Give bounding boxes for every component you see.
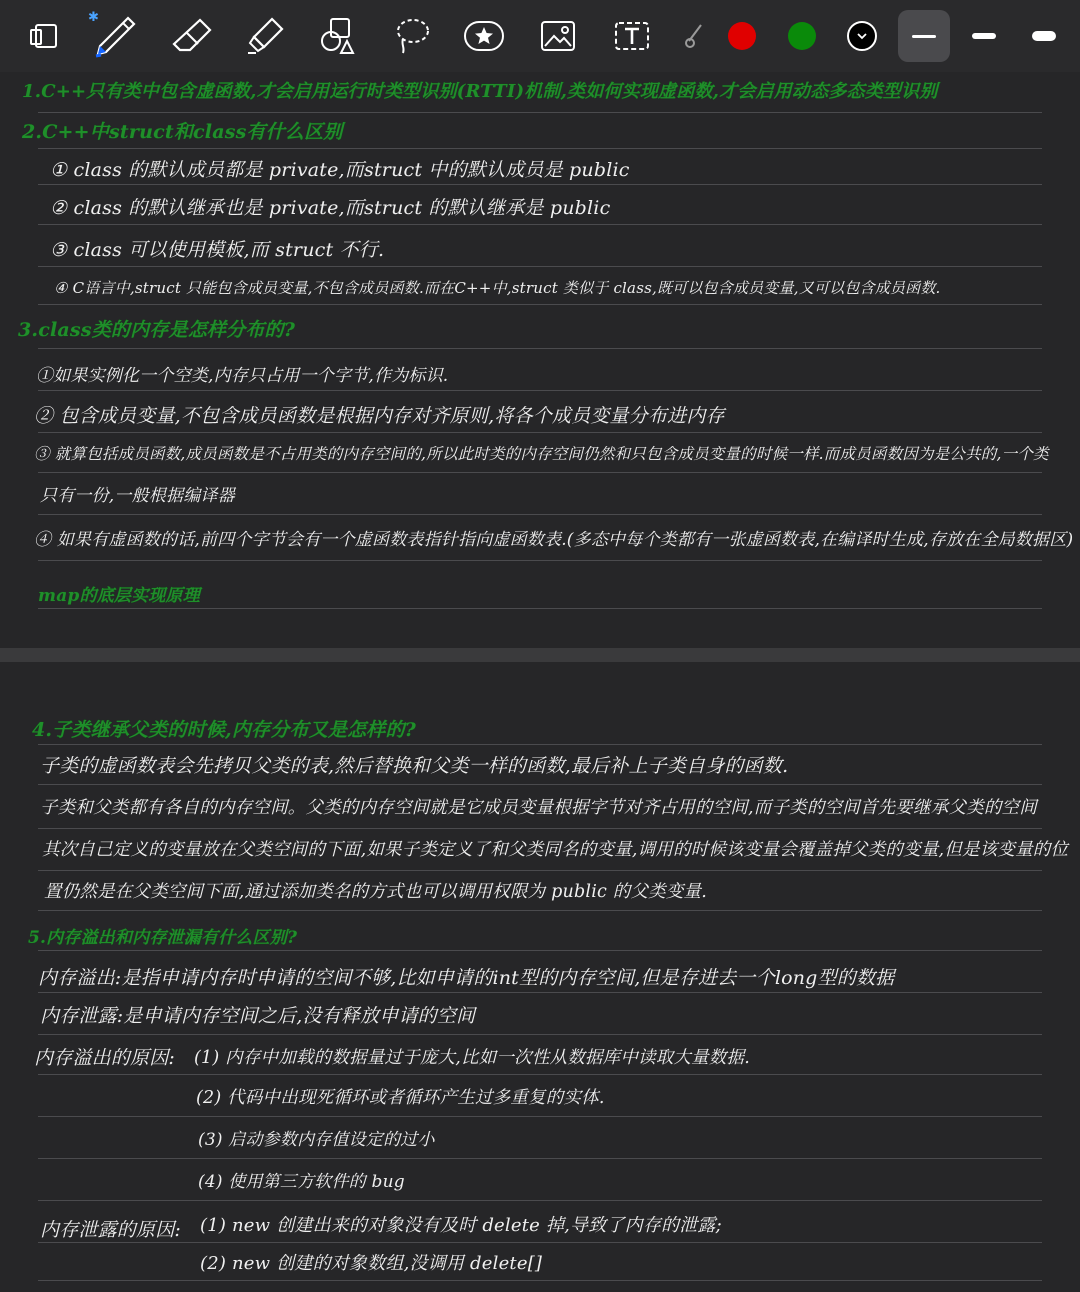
page-separator	[0, 648, 1080, 662]
ruled-line	[38, 1074, 1042, 1075]
ruled-line	[38, 1116, 1042, 1117]
ruled-line	[38, 910, 1042, 911]
ruled-line	[38, 514, 1042, 515]
eraser-icon	[170, 16, 214, 56]
question-1-heading: 1.C++只有类中包含虚函数,才会启用运行时类型识别(RTTI)机制,类如何实现虚函数,才会启用动态多态类型识别	[22, 81, 938, 102]
ruled-line	[38, 390, 1042, 391]
ruled-line	[38, 304, 1042, 305]
note-toolbar	[0, 0, 1080, 72]
stroke-thick-button[interactable]	[1018, 10, 1070, 62]
ruled-line	[38, 870, 1042, 871]
sticker-tool[interactable]	[458, 10, 510, 62]
q3-answer-line: ② 包含成员变量,不包含成员函数是根据内存对齐原则,将各个成员变量分布进内存	[34, 405, 725, 427]
ruled-line	[38, 1280, 1042, 1281]
sticker-icon	[462, 18, 506, 54]
color-swatch-red[interactable]	[716, 10, 768, 62]
shapes-tool[interactable]	[312, 10, 364, 62]
lasso-tool[interactable]	[386, 10, 438, 62]
overflow-cause-item: (3) 启动参数内存值设定的过小	[198, 1130, 435, 1150]
ruled-line	[38, 992, 1042, 993]
black-color-icon	[847, 21, 877, 51]
overflow-cause-item: (1) 内存中加载的数据量过于庞大,比如一次性从数据库中读取大量数据.	[194, 1048, 750, 1068]
image-tool[interactable]	[532, 10, 584, 62]
eraser-tool[interactable]	[166, 10, 218, 62]
ruled-line	[38, 1034, 1042, 1035]
ruled-line	[38, 1200, 1042, 1201]
color-swatch-black[interactable]	[836, 10, 888, 62]
ruled-line	[38, 950, 1042, 951]
highlighter-tool[interactable]	[238, 10, 290, 62]
pages-button[interactable]	[18, 10, 70, 62]
q2-answer-line: ③ class 可以使用模板,而 struct 不行.	[50, 239, 385, 261]
question-2-heading: 2.C++中struct和class有什么区别	[22, 121, 343, 143]
ruled-line	[38, 784, 1042, 785]
overflow-cause-item: (2) 代码中出现死循环或者循环产生过多重复的实体.	[196, 1088, 605, 1108]
ruled-line	[38, 560, 1042, 561]
ruled-line	[38, 1158, 1042, 1159]
extra-topic-heading: map的底层实现原理	[38, 586, 200, 606]
question-5-heading: 5.内存溢出和内存泄漏有什么区别?	[28, 928, 298, 948]
ruled-line	[38, 266, 1042, 267]
red-color-icon	[728, 22, 756, 50]
shapes-icon	[317, 15, 359, 57]
stroke-medium-button[interactable]	[958, 10, 1010, 62]
color-swatch-green[interactable]	[776, 10, 828, 62]
text-box-icon	[612, 18, 652, 54]
note-page-2[interactable]	[0, 662, 1080, 1292]
text-box-tool[interactable]	[606, 10, 658, 62]
pen-tool[interactable]	[88, 10, 140, 62]
ruled-line	[38, 608, 1042, 609]
ruled-line	[38, 112, 1042, 113]
q3-answer-line: ①如果实例化一个空类,内存只占用一个字节,作为标识.	[36, 366, 449, 386]
leak-cause-item: (2) new 创建的对象数组,没调用 delete[]	[200, 1253, 543, 1274]
stroke-medium-icon	[972, 33, 996, 39]
q5-answer-line: 内存泄露:是申请内存空间之后,没有释放申请的空间	[40, 1005, 476, 1027]
question-4-heading: 4.子类继承父类的时候,内存分布又是怎样的?	[32, 719, 416, 741]
q3-answer-line: ③ 就算包括成员函数,成员函数是不占用类的内存空间的,所以此时类的内存空间仍然和只包含成员变量的时候一样.而成员函数因为是公共的,一个类	[34, 445, 1049, 463]
pen-icon	[90, 14, 138, 58]
highlighter-icon	[242, 15, 286, 57]
q3-answer-line: ④ 如果有虚函数的话,前四个字节会有一个虚函数表指针指向虚函数表.(多态中每个类都有一张虚函数表,在编译时生成,存放在全局数据区)	[34, 530, 1074, 550]
q2-answer-line: ② class 的默认继承也是 private,而struct 的默认继承是 public	[50, 197, 611, 219]
overflow-cause-item: (4) 使用第三方软件的 bug	[198, 1172, 405, 1192]
ruled-line	[38, 472, 1042, 473]
pages-icon	[27, 21, 61, 51]
q2-answer-line: ④ C语言中,struct 只能包含成员变量,不包含成员函数.而在C++中,struct 类似于 class,既可以包含成员变量,又可以包含成员函数.	[54, 279, 941, 297]
q4-answer-line: 子类和父类都有各自的内存空间。父类的内存空间就是它成员变量根据字节对齐占用的空间,而子类的空间首先要继承父类的空间	[40, 798, 1037, 818]
ruled-line	[38, 1242, 1042, 1243]
q2-answer-line: ① class 的默认成员都是 private,而struct 中的默认成员是 public	[50, 159, 630, 181]
ruled-line	[38, 744, 1042, 745]
ruled-line	[38, 148, 1042, 149]
ruled-line	[38, 224, 1042, 225]
image-icon	[538, 18, 578, 54]
q4-answer-line: 置仍然是在父类空间下面,通过添加类名的方式也可以调用权限为 public 的父类变量.	[44, 882, 708, 902]
q4-answer-line: 其次自己定义的变量放在父类空间的下面,如果子类定义了和父类同名的变量,调用的时候该变量会覆盖掉父类的变量,但是该变量的位	[42, 840, 1069, 860]
overflow-causes-label: 内存溢出的原因:	[34, 1047, 176, 1069]
leak-causes-label: 内存泄露的原因:	[40, 1219, 182, 1241]
q5-answer-line: 内存溢出:是指申请内存时申请的空间不够,比如申请的int型的内存空间,但是存进去一个long型的数据	[38, 967, 895, 989]
stroke-thin-icon	[912, 35, 936, 38]
ruled-line	[38, 348, 1042, 349]
note-page-1[interactable]	[0, 72, 1080, 648]
q3-answer-line: 只有一份,一般根据编译器	[40, 486, 235, 506]
ruled-line	[38, 184, 1042, 185]
laser-pointer-icon	[681, 21, 707, 51]
q4-answer-line: 子类的虚函数表会先拷贝父类的表,然后替换和父类一样的函数,最后补上子类自身的函数.	[40, 755, 789, 777]
stroke-thick-icon	[1032, 31, 1056, 41]
green-color-icon	[788, 22, 816, 50]
ruled-line	[38, 828, 1042, 829]
question-3-heading: 3.class类的内存是怎样分布的?	[18, 319, 296, 341]
ruled-line	[38, 432, 1042, 433]
chevron-down-icon	[857, 32, 867, 40]
stroke-thin-button[interactable]	[898, 10, 950, 62]
leak-cause-item: (1) new 创建出来的对象没有及时 delete 掉,导致了内存的泄露;	[200, 1215, 722, 1236]
bluetooth-icon: ✱	[88, 10, 99, 25]
lasso-icon	[391, 15, 433, 57]
laser-pointer-tool[interactable]	[674, 10, 714, 62]
